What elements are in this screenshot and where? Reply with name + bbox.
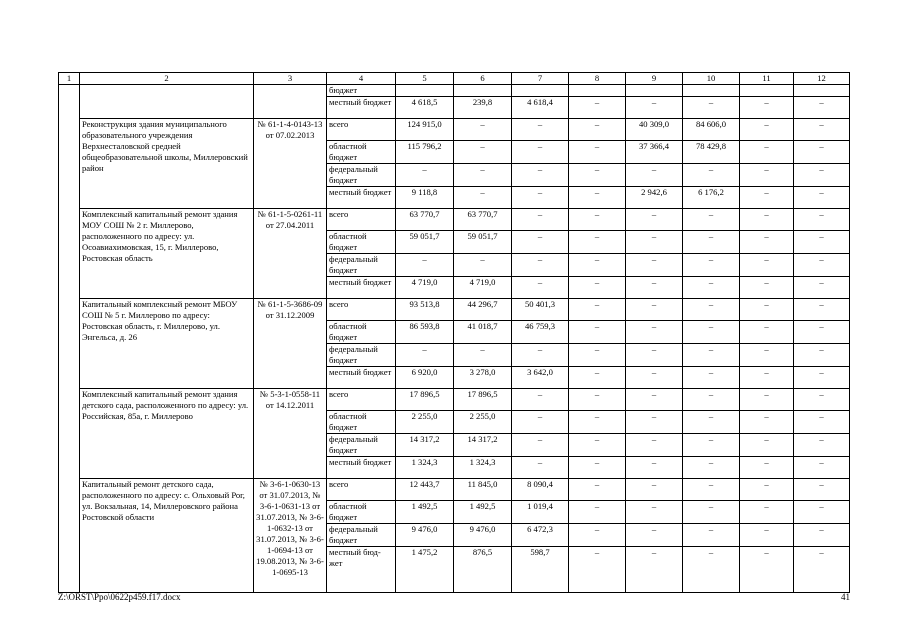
empty-value-cell: – (740, 479, 794, 501)
empty-value-cell: – (794, 479, 850, 501)
empty-value-cell: – (794, 254, 850, 277)
empty-value-cell: – (626, 277, 683, 299)
empty-value-cell: – (626, 367, 683, 389)
amount-cell: 2 255,0 (454, 411, 512, 434)
empty-value-cell: – (794, 524, 850, 547)
column-number: 4 (327, 73, 396, 85)
funding-source-cell: всего (327, 479, 396, 501)
empty-value-cell: – (740, 187, 794, 209)
amount-cell: 1 492,5 (454, 501, 512, 524)
amount-cell: 124 915,0 (396, 119, 454, 141)
empty-value-cell: – (569, 254, 626, 277)
document-number-cell: № 61-1-5-3686-09 от 31.12.2009 (254, 299, 327, 389)
funding-source-cell: областной бюджет (327, 141, 396, 164)
amount-cell: 239,8 (454, 97, 512, 119)
empty-value-cell: – (569, 434, 626, 457)
amount-cell: 63 770,7 (454, 209, 512, 231)
empty-value-cell: – (794, 97, 850, 119)
empty-value-cell: – (794, 187, 850, 209)
empty-value-cell: – (683, 479, 740, 501)
funding-source-cell: всего (327, 119, 396, 141)
funding-source-cell: федеральный бюджет (327, 434, 396, 457)
amount-cell: 11 845,0 (454, 479, 512, 501)
amount-cell: 84 606,0 (683, 119, 740, 141)
empty-value-cell: – (794, 434, 850, 457)
empty-value-cell: – (512, 187, 569, 209)
amount-cell: 6 176,2 (683, 187, 740, 209)
funding-source-cell: областной бюджет (327, 321, 396, 344)
funding-source-cell: федеральный бюджет (327, 524, 396, 547)
empty-value-cell: – (740, 254, 794, 277)
document-number-cell: № 61-1-5-0261-11 от 27.04.2011 (254, 209, 327, 299)
empty-value-cell: – (626, 524, 683, 547)
empty-value-cell: – (626, 457, 683, 479)
empty-value-cell: – (626, 434, 683, 457)
empty-value-cell: – (512, 457, 569, 479)
object-name-cell: Реконструкция здания муниципального образовательного учреждения Верхнесталовской средней общеобразовательной школы, Миллеровский район (80, 119, 254, 209)
row-number-cell (59, 85, 80, 593)
amount-cell: 3 642,0 (512, 367, 569, 389)
amount-cell: 1 019,4 (512, 501, 569, 524)
amount-cell: 17 896,5 (396, 389, 454, 411)
amount-cell (512, 85, 569, 97)
column-number: 10 (683, 73, 740, 85)
empty-value-cell: – (683, 524, 740, 547)
empty-value-cell: – (569, 501, 626, 524)
empty-value-cell: – (683, 321, 740, 344)
amount-cell: 9 476,0 (454, 524, 512, 547)
empty-value-cell: – (512, 231, 569, 254)
footer-file-path: Z:\ORST\Ppo\0622p459.f17.docx (58, 592, 181, 602)
empty-value-cell: – (512, 164, 569, 187)
empty-value-cell: – (794, 411, 850, 434)
column-number: 7 (512, 73, 569, 85)
column-number: 3 (254, 73, 327, 85)
empty-value-cell: – (740, 321, 794, 344)
amount-cell: 3 278,0 (454, 367, 512, 389)
empty-value-cell: – (569, 479, 626, 501)
funding-source-cell: всего (327, 389, 396, 411)
column-number: 5 (396, 73, 454, 85)
empty-value-cell: – (740, 299, 794, 321)
empty-value-cell: – (683, 344, 740, 367)
empty-value-cell: – (626, 254, 683, 277)
table-row (59, 209, 850, 231)
amount-cell: 14 317,2 (396, 434, 454, 457)
amount-cell: 14 317,2 (454, 434, 512, 457)
empty-value-cell: – (740, 344, 794, 367)
amount-cell: 876,5 (454, 547, 512, 593)
funding-source-cell: всего (327, 299, 396, 321)
data-table (58, 72, 850, 593)
empty-value-cell: – (569, 231, 626, 254)
amount-cell: 46 759,3 (512, 321, 569, 344)
funding-source-cell: местный бюджет (327, 187, 396, 209)
empty-value-cell: – (626, 231, 683, 254)
empty-value-cell: – (569, 119, 626, 141)
amount-cell: 59 051,7 (396, 231, 454, 254)
amount-cell: 17 896,5 (454, 389, 512, 411)
empty-value-cell: – (794, 321, 850, 344)
funding-source-cell: областной бюджет (327, 501, 396, 524)
empty-value-cell: – (454, 141, 512, 164)
empty-value-cell: – (794, 164, 850, 187)
empty-value-cell: – (512, 411, 569, 434)
amount-cell: 598,7 (512, 547, 569, 593)
empty-value-cell: – (794, 501, 850, 524)
empty-value-cell: – (740, 434, 794, 457)
empty-value-cell: – (683, 457, 740, 479)
empty-value-cell: – (454, 344, 512, 367)
empty-value-cell: – (626, 344, 683, 367)
empty-value-cell: – (396, 344, 454, 367)
empty-value-cell: – (512, 389, 569, 411)
empty-value-cell: – (512, 434, 569, 457)
empty-value-cell: – (569, 389, 626, 411)
empty-value-cell: – (683, 501, 740, 524)
amount-cell: 115 796,2 (396, 141, 454, 164)
empty-value-cell: – (626, 411, 683, 434)
empty-value-cell: – (569, 367, 626, 389)
column-number: 11 (740, 73, 794, 85)
empty-value-cell: – (512, 254, 569, 277)
amount-cell: 4 618,5 (396, 97, 454, 119)
empty-value-cell: – (569, 411, 626, 434)
amount-cell: 40 309,0 (626, 119, 683, 141)
empty-value-cell: – (569, 524, 626, 547)
empty-value-cell: – (512, 141, 569, 164)
object-name-cell: Комплексный капитальный ремонт здания МОУ СОШ № 2 г. Миллерово, расположенного по адресу: ул. Осоавиахимовская, 15, г. Миллерово, Ростовская область (80, 209, 254, 299)
document-number-cell: № 3-6-1-0630-13 от 31.07.2013, № 3-6-1-0631-13 от 31.07.2013, № 3-6-1-0632-13 от 31.07.2013, № 3-6-1-0694-13 от 19.08.2013, № 3-6-1-0695-13 (254, 479, 327, 593)
empty-value-cell: – (683, 164, 740, 187)
table-row (59, 85, 850, 97)
amount-cell: 2 255,0 (396, 411, 454, 434)
document-number-cell: № 5-3-1-0558-11 от 14.12.2011 (254, 389, 327, 479)
funding-source-cell: местный бюджет (327, 277, 396, 299)
table-row (59, 479, 850, 501)
empty-value-cell: – (740, 501, 794, 524)
empty-value-cell: – (740, 367, 794, 389)
empty-value-cell: – (794, 119, 850, 141)
empty-value-cell: – (454, 254, 512, 277)
empty-value-cell: – (512, 344, 569, 367)
empty-value-cell: – (569, 164, 626, 187)
funding-source-cell: всего (327, 209, 396, 231)
amount-cell: 1 492,5 (396, 501, 454, 524)
empty-value-cell: – (794, 141, 850, 164)
amount-cell: 12 443,7 (396, 479, 454, 501)
column-number: 9 (626, 73, 683, 85)
amount-cell: 2 942,6 (626, 187, 683, 209)
empty-value-cell: – (512, 209, 569, 231)
empty-value-cell: – (569, 141, 626, 164)
empty-value-cell: – (626, 164, 683, 187)
empty-value-cell: – (512, 277, 569, 299)
empty-value-cell: – (626, 321, 683, 344)
table-row (59, 389, 850, 411)
amount-cell: 93 513,8 (396, 299, 454, 321)
amount-cell: 4 719,0 (396, 277, 454, 299)
empty-value-cell: – (569, 209, 626, 231)
empty-value-cell: – (740, 164, 794, 187)
page-number: 41 (841, 592, 850, 602)
empty-value-cell: – (569, 187, 626, 209)
empty-value-cell: – (454, 119, 512, 141)
empty-value-cell: – (683, 411, 740, 434)
empty-value-cell: – (794, 231, 850, 254)
object-name-cell (80, 85, 254, 119)
empty-value-cell: – (569, 97, 626, 119)
empty-value-cell: – (626, 501, 683, 524)
empty-value-cell: – (794, 299, 850, 321)
empty-value-cell: – (626, 479, 683, 501)
amount-cell (740, 85, 794, 97)
amount-cell: 37 366,4 (626, 141, 683, 164)
amount-cell: 9 476,0 (396, 524, 454, 547)
empty-value-cell: – (683, 299, 740, 321)
column-number: 12 (794, 73, 850, 85)
empty-value-cell: – (569, 457, 626, 479)
empty-value-cell: – (569, 299, 626, 321)
header-row (59, 73, 850, 85)
empty-value-cell: – (683, 97, 740, 119)
table-row (59, 299, 850, 321)
empty-value-cell: – (626, 97, 683, 119)
empty-value-cell: – (626, 299, 683, 321)
empty-value-cell: – (683, 434, 740, 457)
empty-value-cell: – (626, 547, 683, 593)
amount-cell: 1 324,3 (454, 457, 512, 479)
object-name-cell: Капитальный ремонт детского сада, расположенного по адресу: с. Ольховый Рог, ул. Вокзальная, 14, Миллеровского района Ростовской области (80, 479, 254, 593)
amount-cell (396, 85, 454, 97)
empty-value-cell: – (740, 209, 794, 231)
empty-value-cell: – (794, 389, 850, 411)
empty-value-cell: – (740, 547, 794, 593)
table-row (59, 119, 850, 141)
amount-cell: 1 324,3 (396, 457, 454, 479)
empty-value-cell: – (740, 524, 794, 547)
empty-value-cell: – (740, 97, 794, 119)
empty-value-cell: – (396, 164, 454, 187)
object-name-cell: Капитальный комплексный ремонт МБОУ СОШ № 5 г. Миллерово по адресу: Ростовская область, г. Миллерово, ул. Энгельса, д. 26 (80, 299, 254, 389)
empty-value-cell: – (569, 344, 626, 367)
column-number: 1 (59, 73, 80, 85)
funding-source-cell: местный бюджет (327, 97, 396, 119)
funding-source-cell: федеральный бюджет (327, 344, 396, 367)
empty-value-cell: – (740, 141, 794, 164)
empty-value-cell: – (794, 344, 850, 367)
funding-source-cell: местный бюджет (327, 457, 396, 479)
column-number: 8 (569, 73, 626, 85)
amount-cell: 4 618,4 (512, 97, 569, 119)
document-number-cell (254, 85, 327, 119)
empty-value-cell: – (683, 367, 740, 389)
empty-value-cell: – (683, 231, 740, 254)
amount-cell (569, 85, 626, 97)
amount-cell: 41 018,7 (454, 321, 512, 344)
object-name-cell: Комплексный капитальный ремонт здания детского сада, расположенного по адресу: ул. Российская, 85а, г. Миллерово (80, 389, 254, 479)
amount-cell: 63 770,7 (396, 209, 454, 231)
amount-cell: 6 472,3 (512, 524, 569, 547)
empty-value-cell: – (569, 277, 626, 299)
empty-value-cell: – (569, 547, 626, 593)
amount-cell (683, 85, 740, 97)
document-number-cell: № 61-1-4-0143-13 от 07.02.2013 (254, 119, 327, 209)
column-number: 2 (80, 73, 254, 85)
empty-value-cell: – (454, 187, 512, 209)
empty-value-cell: – (740, 389, 794, 411)
empty-value-cell: – (740, 457, 794, 479)
amount-cell (454, 85, 512, 97)
empty-value-cell: – (454, 164, 512, 187)
empty-value-cell: – (794, 277, 850, 299)
empty-value-cell: – (626, 209, 683, 231)
amount-cell (626, 85, 683, 97)
empty-value-cell: – (683, 277, 740, 299)
empty-value-cell: – (626, 389, 683, 411)
amount-cell: 9 118,8 (396, 187, 454, 209)
funding-source-cell: областной бюджет (327, 411, 396, 434)
amount-cell: 50 401,3 (512, 299, 569, 321)
empty-value-cell: – (683, 209, 740, 231)
empty-value-cell: – (683, 547, 740, 593)
column-number: 6 (454, 73, 512, 85)
empty-value-cell: – (794, 547, 850, 593)
amount-cell: 86 593,8 (396, 321, 454, 344)
amount-cell: 78 429,8 (683, 141, 740, 164)
funding-source-cell: федеральный бюджет (327, 254, 396, 277)
amount-cell (794, 85, 850, 97)
amount-cell: 8 090,4 (512, 479, 569, 501)
empty-value-cell: – (794, 209, 850, 231)
empty-value-cell: – (794, 367, 850, 389)
funding-source-cell: областной бюджет (327, 231, 396, 254)
funding-source-cell: местный бюджет (327, 367, 396, 389)
empty-value-cell: – (740, 277, 794, 299)
funding-source-cell: бюджет (327, 85, 396, 97)
empty-value-cell: – (794, 457, 850, 479)
amount-cell: 44 296,7 (454, 299, 512, 321)
funding-source-cell: местный бюд-жет (327, 547, 396, 593)
amount-cell: 6 920,0 (396, 367, 454, 389)
empty-value-cell: – (740, 119, 794, 141)
empty-value-cell: – (683, 389, 740, 411)
empty-value-cell: – (740, 411, 794, 434)
amount-cell: 4 719,0 (454, 277, 512, 299)
empty-value-cell: – (512, 119, 569, 141)
empty-value-cell: – (396, 254, 454, 277)
empty-value-cell: – (740, 231, 794, 254)
funding-source-cell: федеральный бюджет (327, 164, 396, 187)
empty-value-cell: – (683, 254, 740, 277)
empty-value-cell: – (569, 321, 626, 344)
amount-cell: 1 475,2 (396, 547, 454, 593)
amount-cell: 59 051,7 (454, 231, 512, 254)
